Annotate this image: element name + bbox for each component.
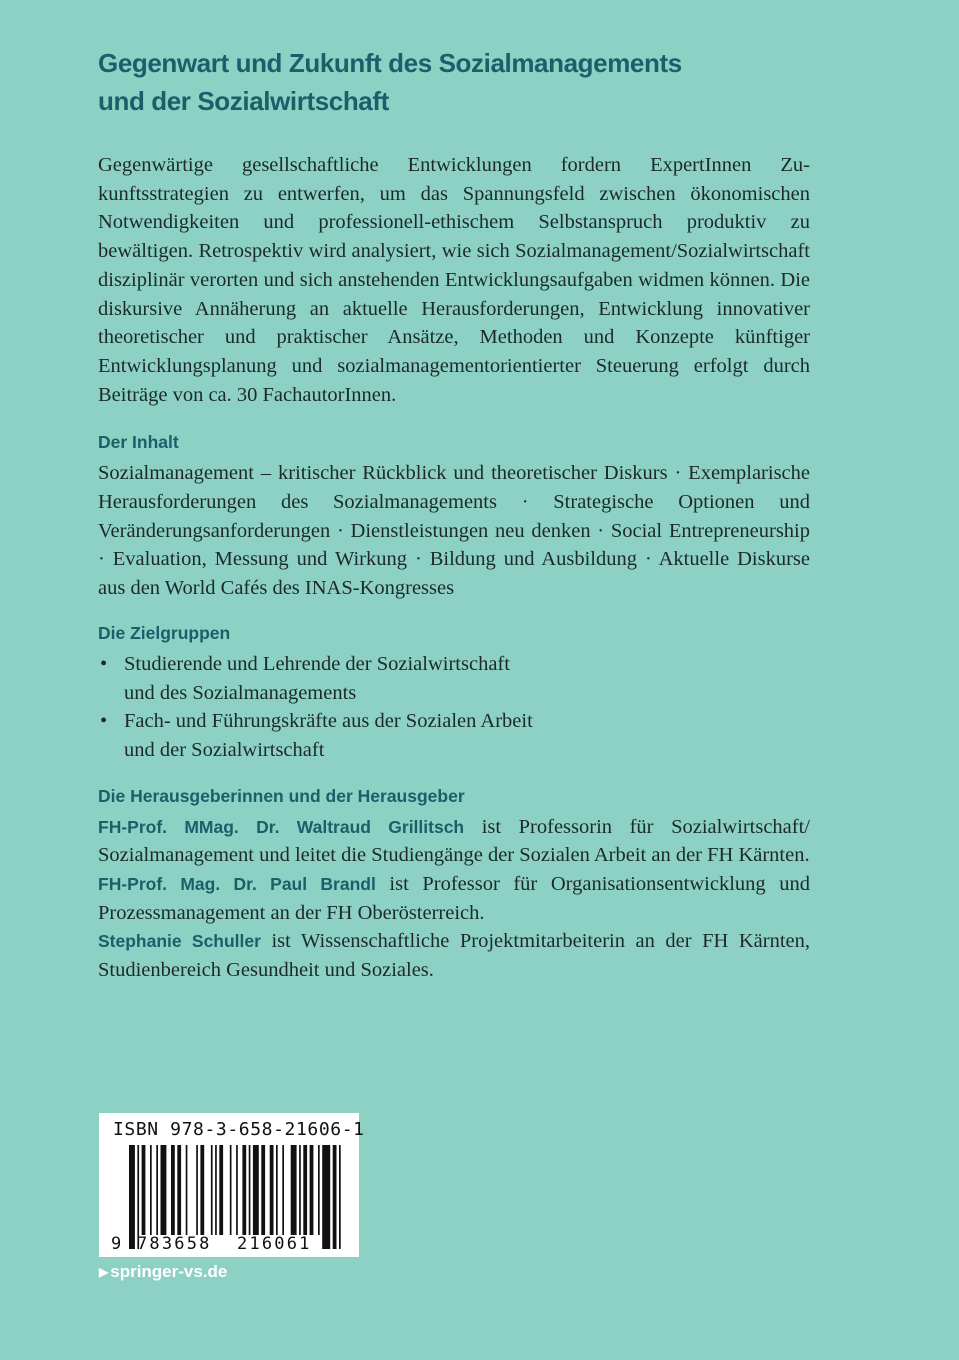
publisher-url: springer-vs.de (110, 1262, 228, 1281)
barcode-bar (303, 1145, 307, 1235)
editor-description: ist Wissenschaftliche Projektmitarbeiterin an der FH Kärnten, Studienbereich Gesundheit und Soziales. (98, 930, 810, 982)
book-title-line-1: Gegenwart und Zukunft des Sozialmanagements (98, 48, 682, 78)
barcode-bar (242, 1145, 246, 1235)
list-item-line: und der Sozialwirtschaft (124, 738, 325, 761)
herausgeber-heading: Die Herausgeberinnen und der Herausgeber (98, 785, 465, 806)
publisher-link[interactable] (99, 1262, 227, 1282)
editor-name: FH-Prof. Mag. Dr. Paul Brandl (98, 874, 376, 895)
barcode-bar (156, 1145, 158, 1235)
isbn-label: ISBN 978-3-658-21606-1 (113, 1119, 365, 1140)
barcode-bar (186, 1145, 188, 1235)
barcode-bar (276, 1145, 278, 1235)
barcode-bar (333, 1145, 337, 1249)
editor-paragraph (98, 870, 810, 927)
barcode-bar (282, 1145, 284, 1235)
bullet-icon: • (100, 652, 108, 675)
barcode-bar (339, 1145, 341, 1249)
bullet-icon: • (100, 710, 108, 733)
inhalt-heading: Der Inhalt (98, 432, 179, 453)
isbn-barcode (99, 1113, 365, 1257)
barcode-bar (230, 1145, 232, 1235)
editor-name: FH-Prof. MMag. Dr. Waltraud Grillitsch (98, 816, 465, 837)
play-arrow-icon: ▶ (99, 1265, 109, 1279)
editor-description: ist Professor für Organisationsentwicklung und Prozessmanagement an der FH Oberösterreich. (98, 873, 810, 924)
barcode-bar (310, 1145, 314, 1235)
editors-block (98, 813, 810, 985)
barcode-bar (196, 1145, 198, 1235)
cover-text-block (98, 44, 810, 985)
barcode-bar (177, 1145, 181, 1235)
barcode-bar (318, 1145, 320, 1235)
barcode-bar (215, 1145, 217, 1235)
barcode-bar (150, 1145, 152, 1235)
zielgruppen-heading: Die Zielgruppen (98, 622, 231, 643)
barcode-bar (219, 1145, 223, 1235)
barcode-bar (211, 1145, 213, 1235)
barcode-bar (171, 1145, 175, 1235)
barcode-bar (270, 1145, 274, 1235)
barcode-bar (299, 1145, 301, 1235)
intro-paragraph: Gegenwärtige gesellschaftliche Entwicklungen fordern ExpertInnen Zukunftsstrategien zu entwerfen, um das Spannungsfeld zwischen ökonomischen Notwendigkeiten und professionell-ethischem Selbstanspruch produktiv zu bewältigen. Retrospektiv wird analysiert, wie sich Sozialmanagement/Sozialwirtschaft disziplinär verorten und sich anstehenden Entwicklungsaufgaben widmen können. Die diskursive Annäherung an aktuelle Herausforderungen, Entwicklung innovativer theoretischer und praktischer Ansätze, Methoden und Konzepte künftiger Entwicklungsplanung und sozialmanagementorientierter Steuerung erfolgt durch Beiträge von ca. 30 FachautorInnen. (98, 154, 810, 406)
list-item-line: Fach- und Führungskräfte aus der Sozialen Arbeit (124, 710, 533, 733)
barcode-bar (249, 1145, 251, 1235)
editor-paragraph (98, 927, 810, 984)
barcode-digit-lead: 9 (111, 1234, 122, 1254)
barcode-bar (200, 1145, 204, 1235)
barcode-digits-right: 216061 (237, 1234, 312, 1254)
book-title (98, 44, 810, 120)
barcode-bar (129, 1145, 135, 1249)
editor-name: Stephanie Schuller (98, 931, 261, 952)
list-item (98, 650, 810, 707)
barcode-bar (291, 1145, 297, 1235)
barcode-digits-left: 783658 (137, 1234, 212, 1254)
book-title-line-2: und der Sozialwirtschaft (98, 86, 389, 116)
barcode-bar (253, 1145, 259, 1235)
editor-description: ist Professorin für Sozialwirtschaft/ Sozialmanagement und leitet die Studiengänge der Sozialen Arbeit an der FH Kärnten. (98, 815, 810, 867)
list-item-line: Studierende und Lehrende der Sozialwirtschaft (124, 652, 510, 675)
barcode-bar (142, 1145, 146, 1235)
barcode-bar (261, 1145, 265, 1235)
zielgruppen-list (98, 650, 810, 765)
barcode-bar (322, 1145, 330, 1249)
barcode-graphic (99, 1113, 359, 1257)
list-item-line: und des Sozialmanagements (124, 681, 357, 704)
inhalt-text: Sozialmanagement – kritischer Rückblick und theoretischer Diskurs · Exemplarische Herausforderungen des Sozialmanagements · Strategische Optionen und Veränderungsanforderungen · Dienstleistungen neu denken · Social Entrepreneurship · Evaluation, Messung und Wirkung · Bildung und Ausbildung · Aktuelle Diskurse aus den World Cafés des INAS-Kongresses (98, 462, 810, 600)
list-item (98, 707, 810, 764)
barcode-bar (236, 1145, 238, 1235)
editor-paragraph (98, 813, 810, 870)
barcode-bar (161, 1145, 167, 1235)
